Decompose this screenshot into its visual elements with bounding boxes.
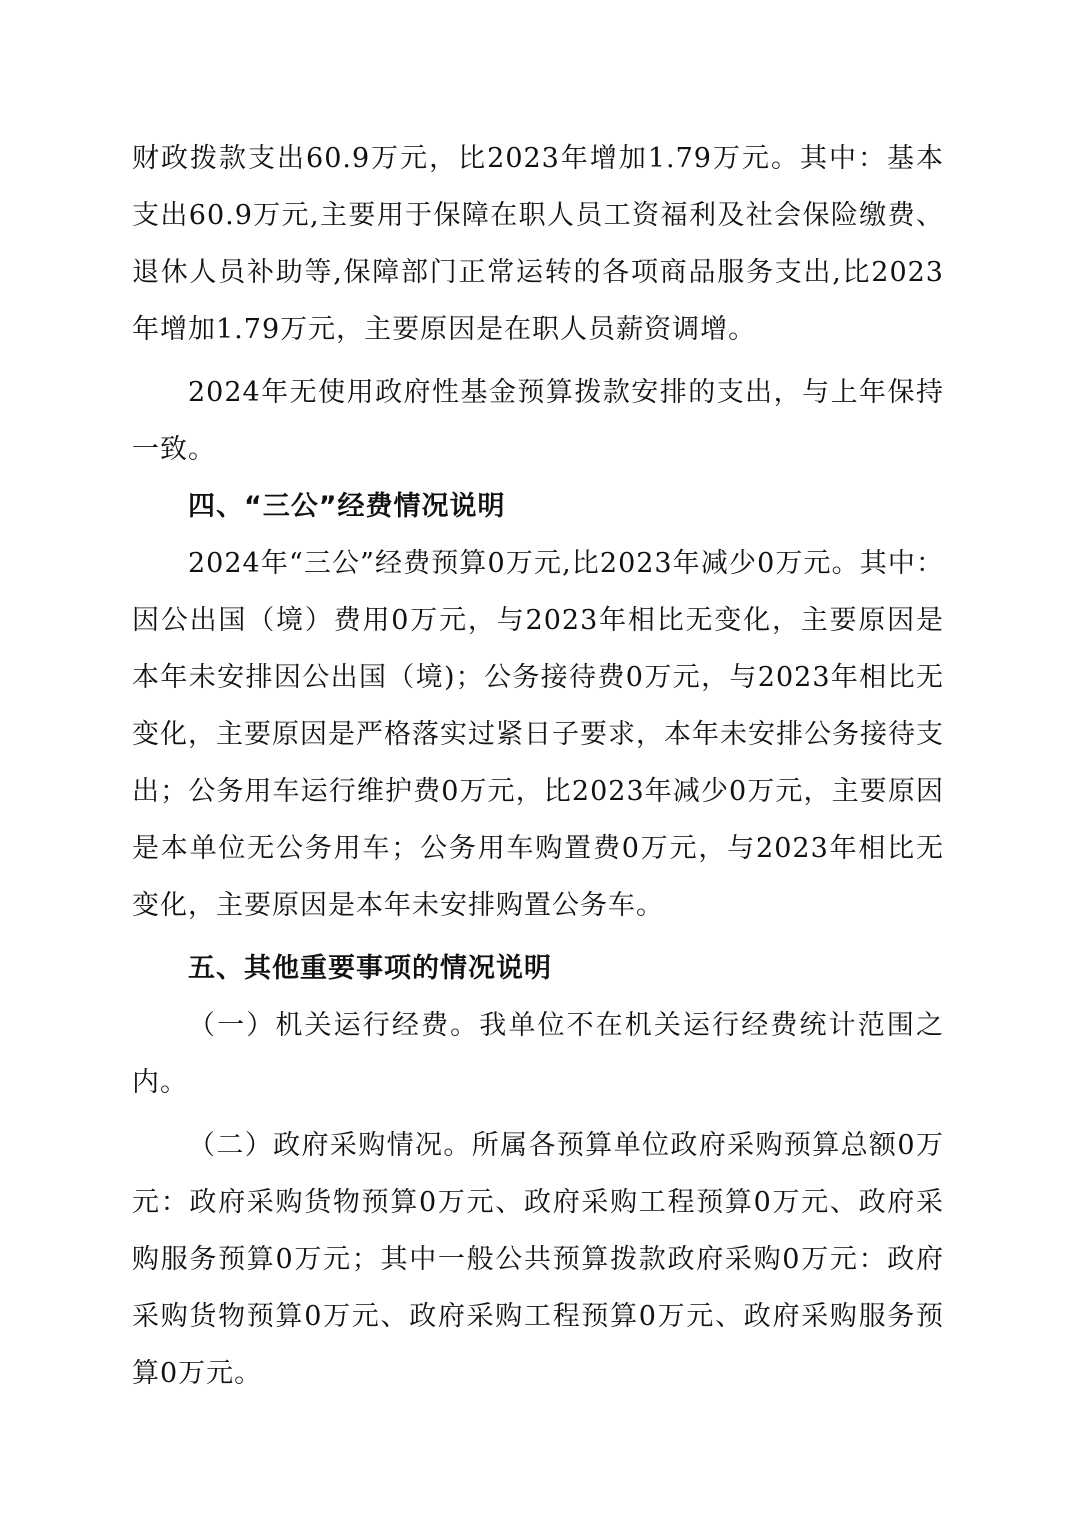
paragraph-operating-expenses: （一）机关运行经费。我单位不在机关运行经费统计范围之内。 <box>132 1010 944 1098</box>
document-page <box>132 130 944 1402</box>
paragraph-fiscal-expenditure: 财政拨款支出60.9万元，比2023年增加1.79万元。其中：基本支出60.9万元,主要用于保障在职人员工资福利及社会保险缴费、退休人员补助等,保障部门正常运转的各项商品服务支出,比2023年增加1.79万元，主要原因是在职人员薪资调增。 <box>132 143 944 345</box>
section-heading-other-matters: 五、其他重要事项的情况说明 <box>188 953 552 984</box>
paragraph-government-procurement: （二）政府采购情况。所属各预算单位政府采购预算总额0万元：政府采购货物预算0万元、政府采购工程预算0万元、政府采购服务预算0万元；其中一般公共预算拨款政府采购0万元：政府采购货物预算0万元、政府采购工程预算0万元、政府采购服务预算0万元。 <box>132 1130 944 1389</box>
paragraph-government-fund: 2024年无使用政府性基金预算拨款安排的支出，与上年保持一致。 <box>132 377 944 465</box>
section-heading-three-public: 四、“三公”经费情况说明 <box>188 491 506 522</box>
paragraph-three-public-funds: 2024年“三公”经费预算0万元,比2023年减少0万元。其中：因公出国（境）费用0万元，与2023年相比无变化，主要原因是本年未安排因公出国（境)；公务接待费0万元，与2023年相比无变化，主要原因是严格落实过紧日子要求，本年未安排公务接待支出；公务用车运行维护费0万元，比2023年减少0万元，主要原因是本单位无公务用车；公务用车购置费0万元，与2023年相比无变化，主要原因是本年未安排购置公务车。 <box>132 548 944 921</box>
